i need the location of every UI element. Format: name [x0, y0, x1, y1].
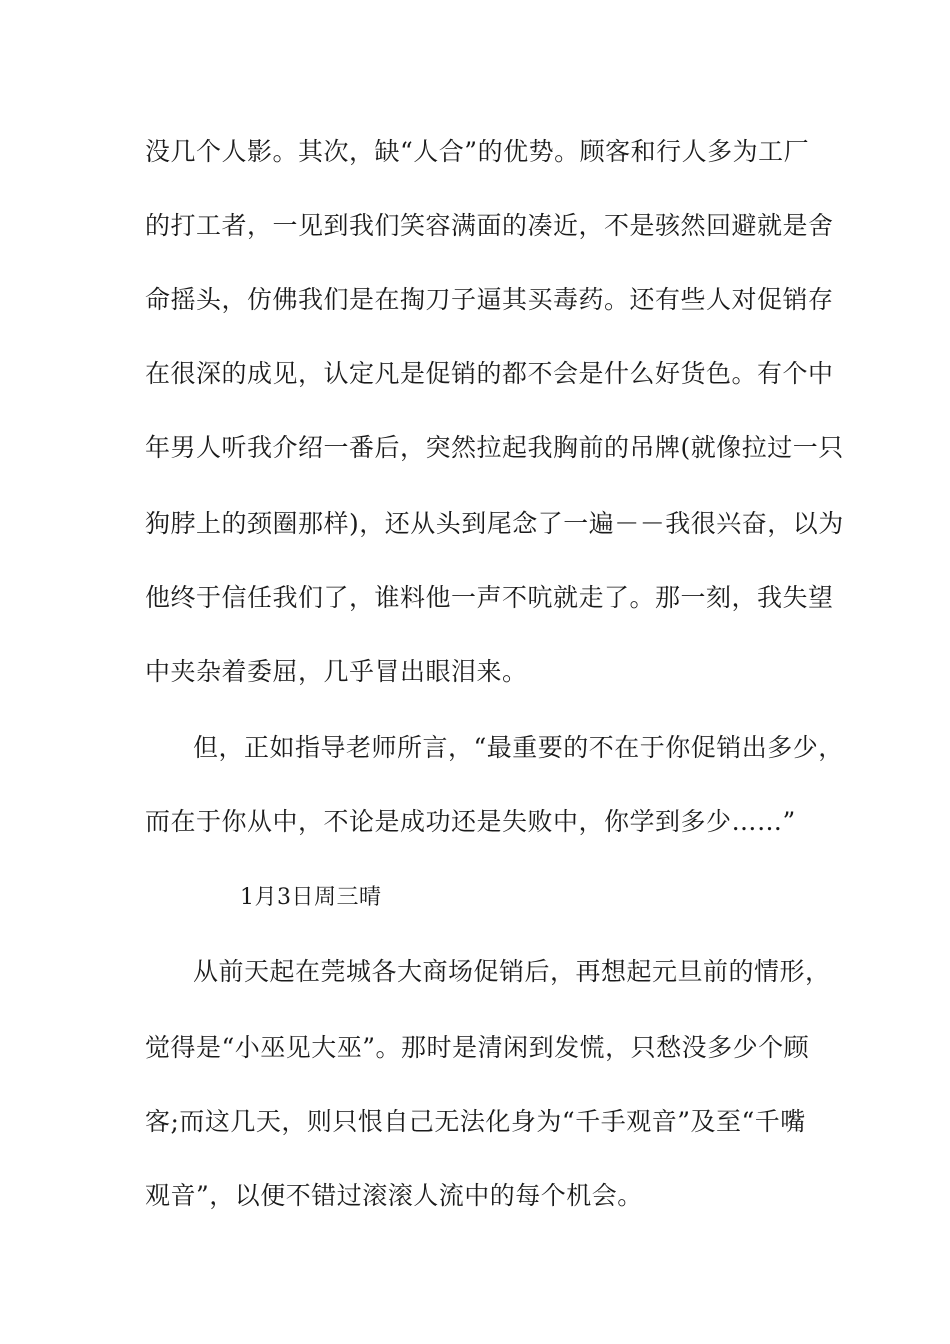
paragraph-line: 的打工者，一见到我们笑容满面的凑近，不是骇然回避就是舍 — [145, 211, 834, 240]
paragraph-line: 而在于你从中，不论是成功还是失败中，你学到多少……” — [145, 807, 796, 836]
paragraph-line: 觉得是“小巫见大巫”。那时是清闲到发慌，只愁没多少个顾 — [145, 1033, 810, 1062]
paragraph-line: 年男人听我介绍一番后，突然拉起我胸前的吊牌(就像拉过一只 — [145, 433, 844, 462]
paragraph-line: 但，正如指导老师所言，“最重要的不在于你促销出多少， — [193, 733, 844, 762]
paragraph-line: 客;而这几天，则只恨自己无法化身为“千手观音”及至“千嘴 — [145, 1107, 806, 1136]
paragraph-line: 他终于信任我们了，谁料他一声不吭就走了。那一刻，我失望 — [145, 583, 834, 612]
paragraph-line: 在很深的成见，认定凡是促销的都不会是什么好货色。有个中 — [145, 359, 834, 388]
paragraph-line: 观音”，以便不错过滚滚人流中的每个机会。 — [145, 1181, 643, 1210]
paragraph-line: 命摇头，仿佛我们是在掏刀子逼其买毒药。还有些人对促销存 — [145, 285, 834, 314]
paragraph-line: 狗脖上的颈圈那样)，还从头到尾念了一遍－－我很兴奋，以为 — [145, 509, 844, 538]
paragraph-line: 从前天起在莞城各大商场促销后，再想起元旦前的情形， — [193, 957, 831, 986]
paragraph-line: 没几个人影。其次，缺“人合”的优势。顾客和行人多为工厂 — [145, 137, 810, 166]
paragraph-line: 中夹杂着委屈，几乎冒出眼泪来。 — [145, 657, 528, 686]
date-heading: 1月3日周三晴 — [240, 885, 382, 910]
